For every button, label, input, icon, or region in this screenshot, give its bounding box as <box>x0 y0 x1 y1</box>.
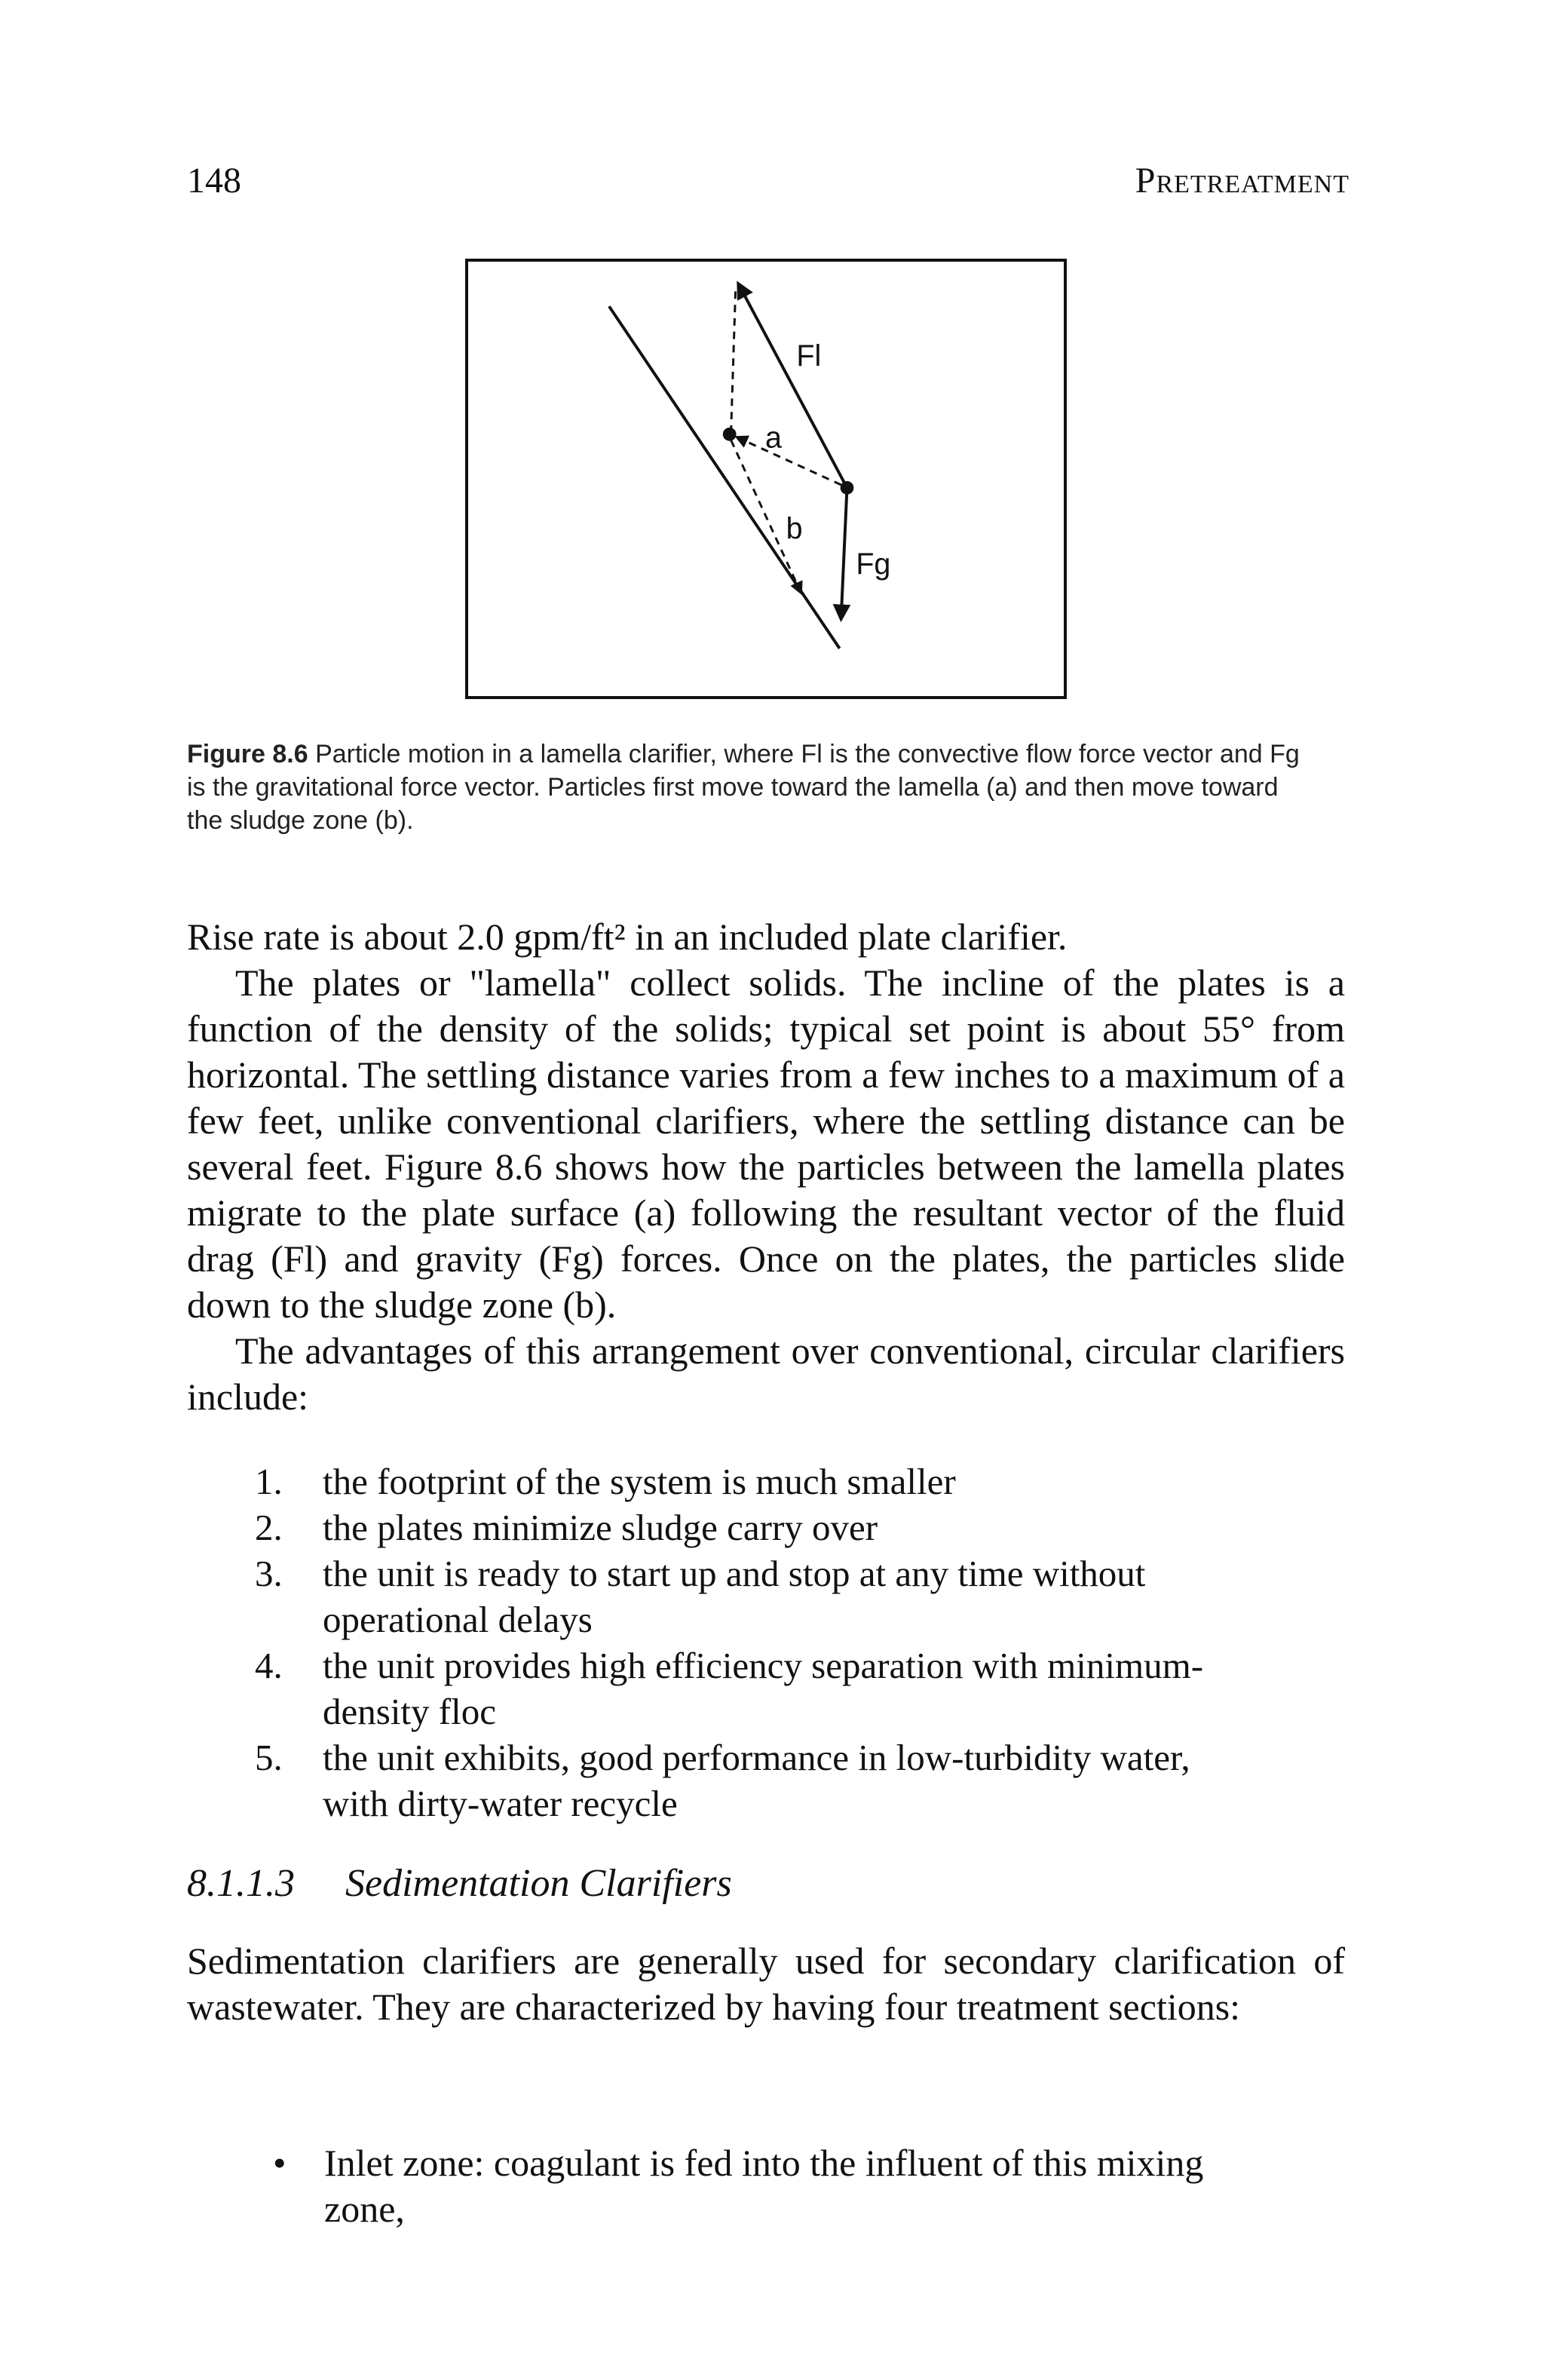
treatment-sections-list <box>264 2140 1259 2232</box>
running-head <box>1135 160 1349 201</box>
list-item <box>255 1550 1258 1642</box>
list-text: the footprint of the system is much smaller <box>323 1461 956 1502</box>
paragraph-advantages-intro: The advantages of this arrangement over conventional, circular clarifiers include: <box>187 1330 1345 1418</box>
lamella-diagram <box>468 262 1064 696</box>
paragraph-lamella: The plates or "lamella" collect solids. The incline of the plates is a function of the density of the solids; typical set point is about 55° from horizontal. The settling distance varies from a few inches to a maximum of a few feet, unlike conventional clarifiers, where the settling distance can be several feet. Figure 8.6 shows how the particles between the lamella plates migrate to the plate surface (a) following the resultant vector of the fluid drag (Fl) and gravity (Fg) forces. Once on the plates, the particles slide down to the sludge zone (b). <box>187 962 1345 1326</box>
list-number: 3. <box>255 1553 283 1594</box>
figure-caption <box>187 738 1318 837</box>
list-text: the unit provides high efficiency separation with minimum-density floc <box>323 1645 1204 1732</box>
list-text: the unit is ready to start up and stop at any time without operational delays <box>323 1553 1146 1640</box>
paragraph-sedimentation: Sedimentation clarifiers are generally used for secondary clarification of wastewater. They are characterized by having four treatment sections: <box>187 1940 1345 2028</box>
label-fg: Fg <box>856 547 891 581</box>
list-text: the plates minimize sludge carry over <box>323 1507 878 1548</box>
list-number: 2. <box>255 1507 283 1548</box>
label-a: a <box>765 421 782 455</box>
section-heading <box>187 1861 732 1906</box>
fl-vector <box>739 284 847 488</box>
list-item <box>264 2140 1259 2232</box>
bullet-marker: • <box>273 2142 286 2184</box>
fg-vector <box>841 488 847 619</box>
label-fl: Fl <box>796 339 822 373</box>
paragraph-rise-rate: Rise rate is about 2.0 gpm/ft² in an included plate clarifier. <box>187 916 1068 958</box>
caption-label: Figure 8.6 <box>187 740 308 768</box>
list-number: 4. <box>255 1645 283 1686</box>
caption-text: Particle motion in a lamella clarifier, where Fl is the convective flow force vector and Fg is the gravitational force vector. Particles first move toward the lamella (a) and then move toward the sludge zone (b). <box>187 740 1300 835</box>
body-text <box>187 914 1345 1420</box>
vertical-dashed-line <box>731 291 736 431</box>
list-text: Inlet zone: coagulant is fed into the influent of this mixing zone, <box>324 2142 1204 2230</box>
list-number: 1. <box>255 1461 283 1502</box>
list-item <box>255 1458 1258 1504</box>
page-number: 148 <box>187 161 241 201</box>
section-number: 8.1.1.3 <box>187 1862 295 1905</box>
figure-8-6 <box>465 259 1067 699</box>
particle-at-plate <box>723 428 737 441</box>
running-head-text: Pretreatment <box>1135 161 1349 201</box>
label-b: b <box>786 511 803 545</box>
list-text: the unit exhibits, good performance in low-turbidity water, with dirty-water recycle <box>323 1737 1190 1824</box>
list-item <box>255 1734 1258 1826</box>
advantages-list <box>255 1458 1258 1826</box>
list-item <box>255 1642 1258 1734</box>
list-number: 5. <box>255 1737 283 1778</box>
section-title: Sedimentation Clarifiers <box>345 1862 732 1905</box>
section-intro <box>187 1938 1345 2030</box>
list-item <box>255 1504 1258 1550</box>
